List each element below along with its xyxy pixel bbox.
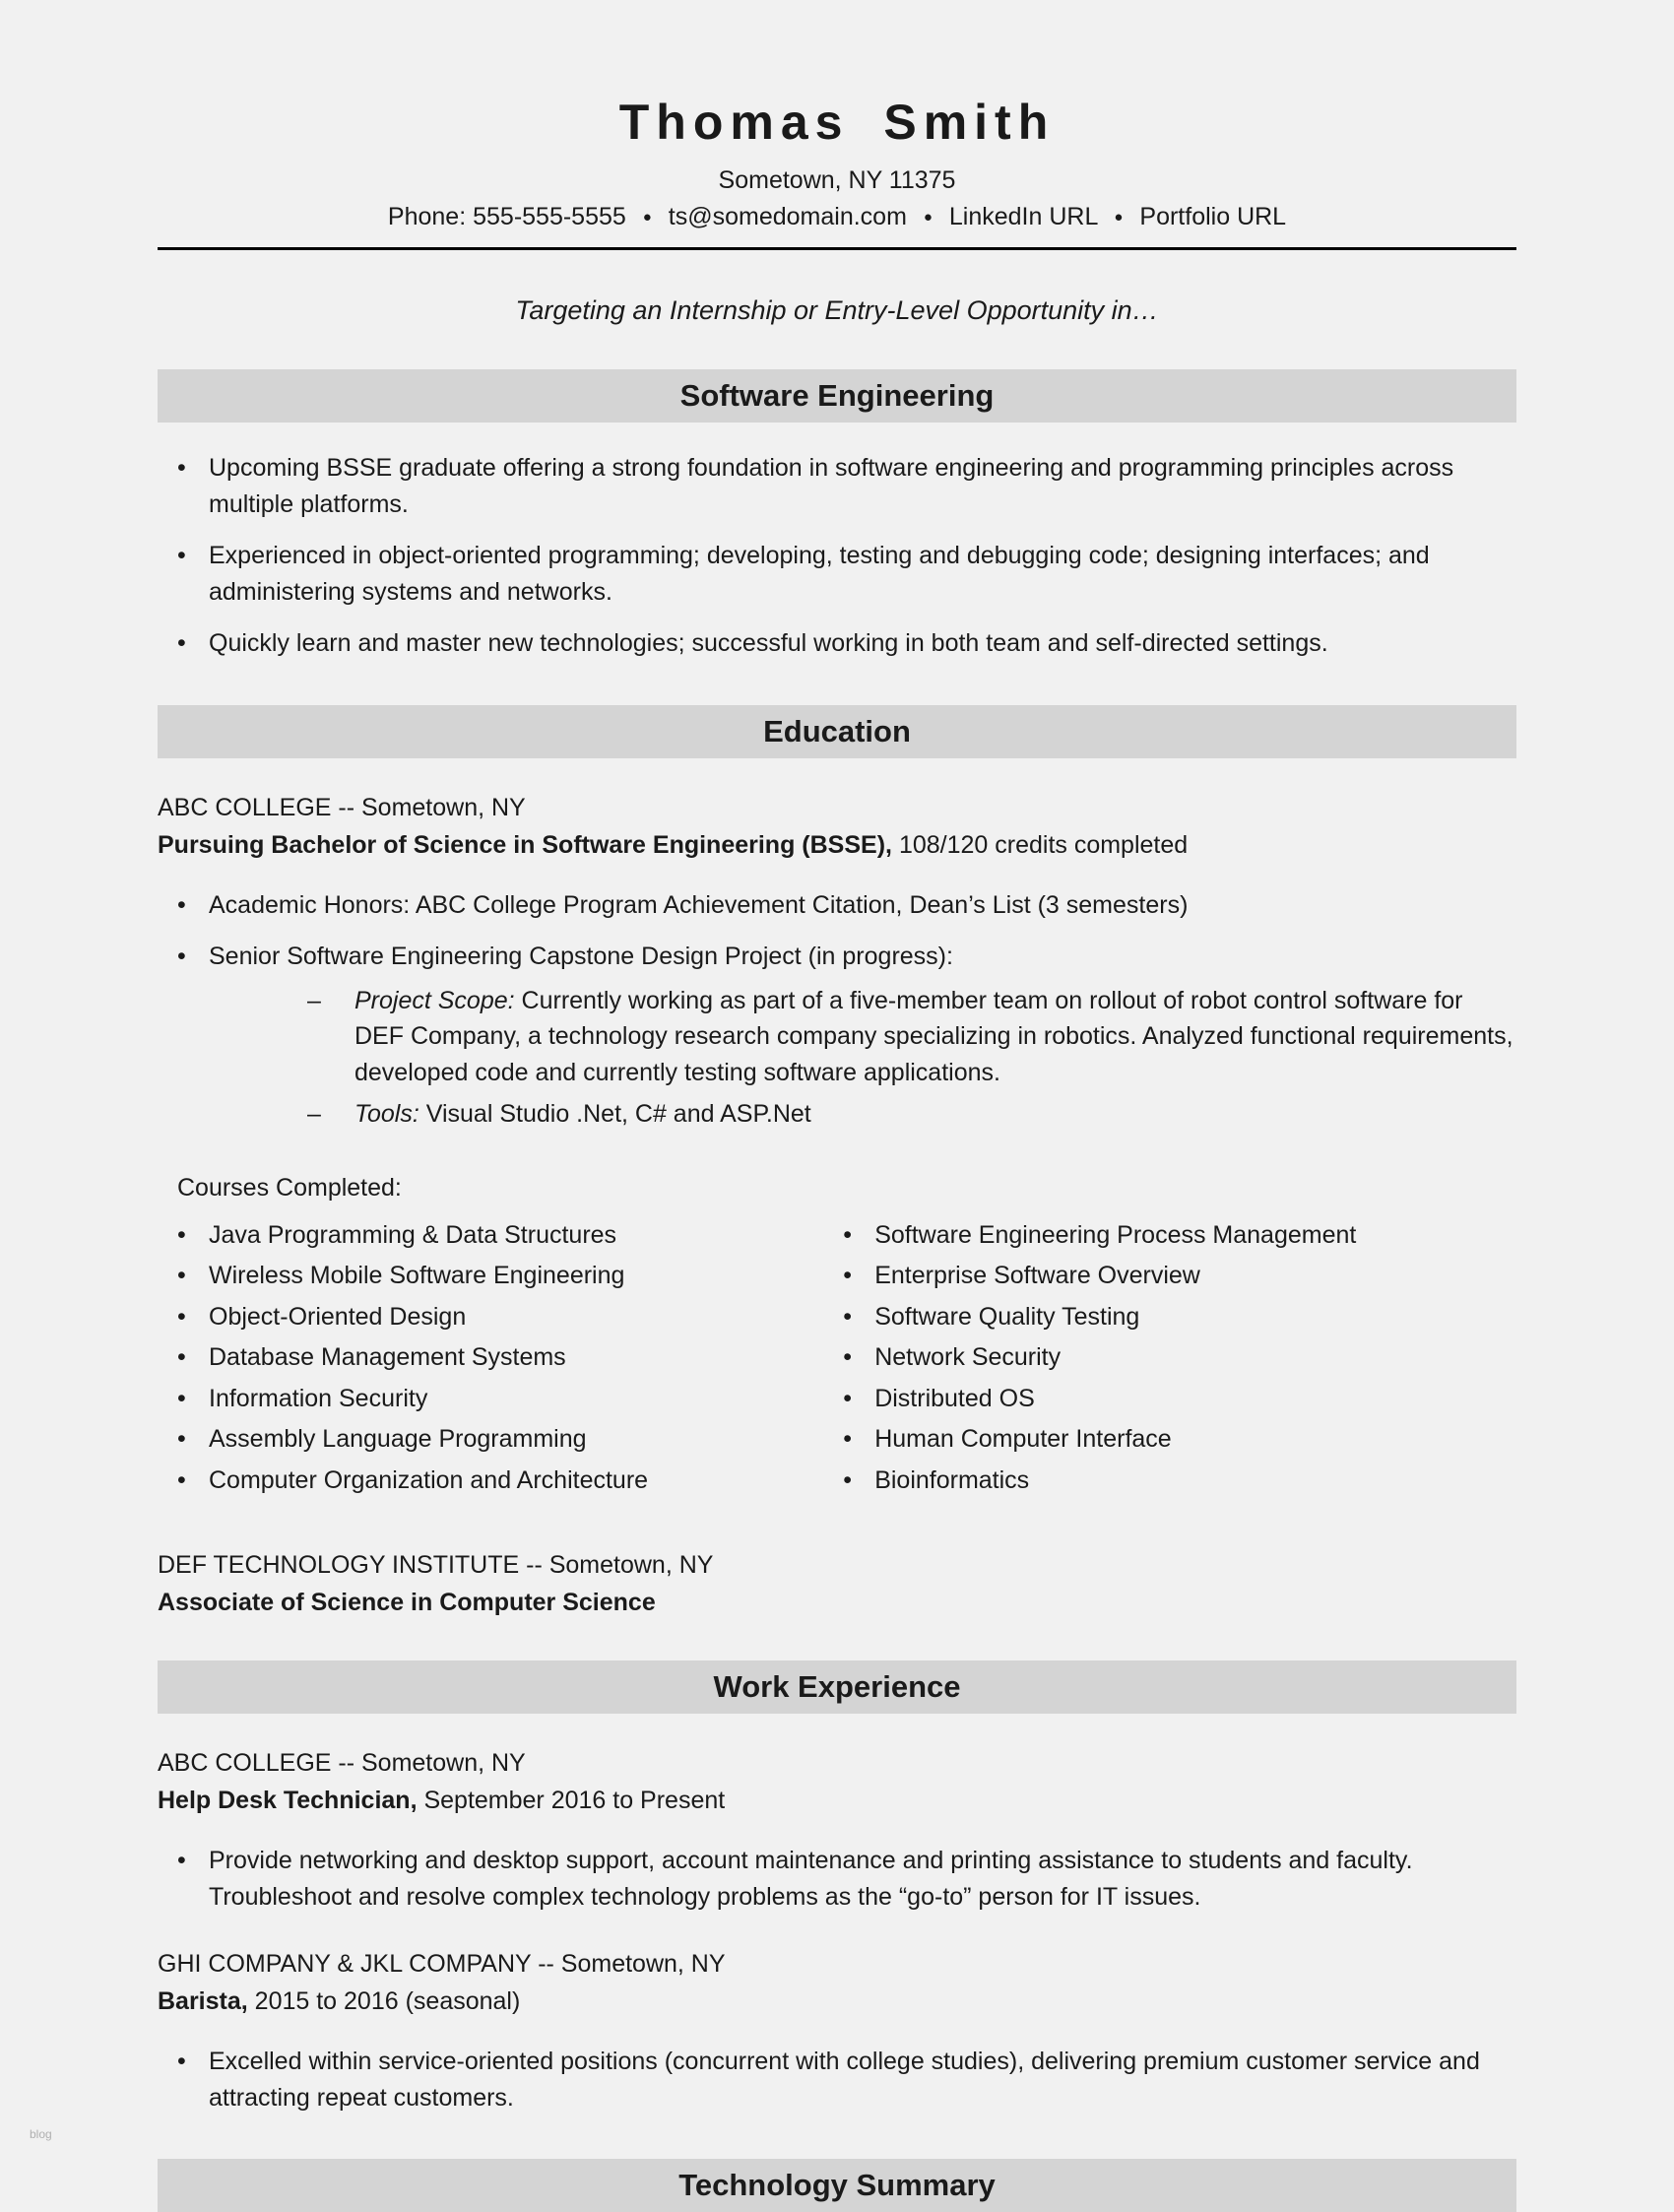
course-name: Information Security — [209, 1384, 428, 1412]
sub-bullet-text: Currently working as part of a five-member team on rollout of robot control software for DEF Company, a technology research company specializing in robotics. Analyzed functional requirements, developed code and currently testing software applications. — [354, 986, 1513, 1086]
candidate-location: Sometown, NY 11375 — [718, 166, 956, 194]
bullet-text: Upcoming BSSE graduate offering a strong foundation in software engineering and programming principles across multiple platforms. — [209, 454, 1454, 518]
contact-email: ts@somedomain.com — [668, 203, 907, 230]
bullet-text: Senior Software Engineering Capstone Design Project (in progress): — [209, 943, 953, 970]
section-header-software-engineering — [158, 369, 1516, 423]
job-title-line — [158, 1787, 1516, 1815]
degree-line — [158, 831, 1516, 860]
list-item — [209, 983, 1516, 1091]
job-title-line — [158, 1987, 1516, 2016]
contact-phone: Phone: 555-555-5555 — [387, 203, 626, 230]
contact-line — [158, 203, 1516, 231]
resume-header — [158, 94, 1516, 326]
bullet-text: Excelled within service-oriented positions (concurrent with college studies), delivering premium customer service and attracting repeat customers. — [209, 2048, 1480, 2112]
courses-heading: Courses Completed: — [177, 1173, 402, 1202]
course-name: Assembly Language Programming — [209, 1425, 587, 1453]
candidate-name: Thomas Smith — [618, 95, 1056, 150]
course-name: Network Security — [874, 1343, 1062, 1371]
course-name: Distributed OS — [874, 1384, 1035, 1412]
job-dates: 2015 to 2016 (seasonal) — [254, 1987, 521, 2015]
list-item — [158, 1843, 1516, 1915]
section-header-education — [158, 705, 1516, 758]
capstone-sublist — [209, 983, 1516, 1133]
list-item — [158, 2044, 1516, 2115]
list-item — [158, 1259, 823, 1294]
job-dates: September 2016 to Present — [423, 1787, 726, 1814]
employer-name: ABC COLLEGE -- Sometown, NY — [158, 1749, 526, 1777]
degree-title: Pursuing Bachelor of Science in Software Engineering (BSSE), — [158, 830, 892, 859]
list-item — [823, 1382, 1516, 1417]
list-item — [158, 1464, 823, 1499]
course-name: Wireless Mobile Software Engineering — [209, 1262, 625, 1289]
list-item — [209, 1096, 1516, 1133]
list-item — [158, 1382, 823, 1417]
course-name: Human Computer Interface — [874, 1425, 1172, 1453]
section-title: Software Engineering — [679, 378, 995, 413]
sub-bullet-label: Project Scope: — [354, 986, 515, 1014]
list-item — [158, 450, 1516, 522]
course-name: Java Programming & Data Structures — [209, 1220, 617, 1249]
degree-title: Associate of Science in Computer Science — [158, 1589, 656, 1616]
section-header-technology-summary — [158, 2159, 1516, 2212]
section-header-work-experience — [158, 1660, 1516, 1714]
contact-linkedin: LinkedIn URL — [948, 203, 1098, 230]
degree-credits: 108/120 credits completed — [898, 830, 1189, 859]
bullet-text: Academic Honors: ABC College Program Achievement Citation, Dean’s List (3 semesters) — [209, 890, 1189, 919]
list-item — [823, 1218, 1516, 1254]
course-name: Object-Oriented Design — [209, 1302, 467, 1331]
separator-dot: ● — [923, 209, 933, 226]
degree-line — [158, 1589, 1516, 1617]
header-rule — [158, 247, 1516, 250]
summary-bullet-list — [158, 450, 1516, 662]
list-item — [823, 1464, 1516, 1499]
list-item — [823, 1340, 1516, 1376]
school-name: ABC COLLEGE -- Sometown, NY — [158, 793, 526, 821]
tagline: Targeting an Internship or Entry-Level Opportunity in… — [515, 295, 1159, 325]
course-name: Database Management Systems — [209, 1343, 566, 1371]
bullet-text: Provide networking and desktop support, account maintenance and printing assistance to students and faculty. Troubleshoot and resolve complex technology problems as the “go-to” person for IT issues. — [209, 1847, 1413, 1911]
list-item — [823, 1259, 1516, 1294]
list-item — [158, 1218, 823, 1254]
list-item — [823, 1300, 1516, 1335]
course-name: Software Quality Testing — [874, 1302, 1140, 1331]
separator-dot: ● — [1114, 209, 1124, 226]
course-name: Enterprise Software Overview — [874, 1262, 1200, 1289]
school-name: DEF TECHNOLOGY INSTITUTE -- Sometown, NY — [158, 1551, 714, 1579]
section-title: Work Experience — [713, 1669, 961, 1704]
job-title: Help Desk Technician, — [158, 1787, 418, 1814]
list-item — [823, 1422, 1516, 1458]
courses-left-column — [158, 1218, 823, 1505]
courses-columns — [158, 1218, 1516, 1505]
list-item — [158, 625, 1516, 662]
list-item — [158, 939, 1516, 1133]
course-name: Bioinformatics — [874, 1465, 1030, 1494]
section-title: Education — [763, 713, 911, 748]
list-item — [158, 1340, 823, 1376]
sub-bullet-label: Tools: — [354, 1100, 419, 1128]
bullet-text: Quickly learn and master new technologies; successful working in both team and self-directed settings. — [209, 629, 1328, 657]
bullet-text: Experienced in object-oriented programming; developing, testing and debugging code; designing interfaces; and administering systems and networks. — [209, 542, 1430, 606]
list-item — [158, 538, 1516, 610]
contact-portfolio: Portfolio URL — [1139, 203, 1287, 230]
list-item — [158, 1422, 823, 1458]
employer-name: GHI COMPANY & JKL COMPANY -- Sometown, NY — [158, 1950, 726, 1978]
education-bullet-list — [158, 887, 1516, 1133]
list-item — [158, 1300, 823, 1335]
job-title: Barista, — [158, 1987, 248, 2015]
courses-right-column — [823, 1218, 1516, 1505]
separator-dot: ● — [642, 209, 652, 226]
course-name: Computer Organization and Architecture — [209, 1465, 649, 1494]
watermark: blog — [30, 2127, 52, 2141]
sub-bullet-text: Visual Studio .Net, C# and ASP.Net — [425, 1100, 811, 1128]
course-name: Software Engineering Process Management — [874, 1220, 1357, 1249]
job-bullet-list — [158, 2044, 1516, 2115]
job-bullet-list — [158, 1843, 1516, 1915]
list-item — [158, 887, 1516, 924]
section-title: Technology Summary — [678, 2168, 996, 2202]
